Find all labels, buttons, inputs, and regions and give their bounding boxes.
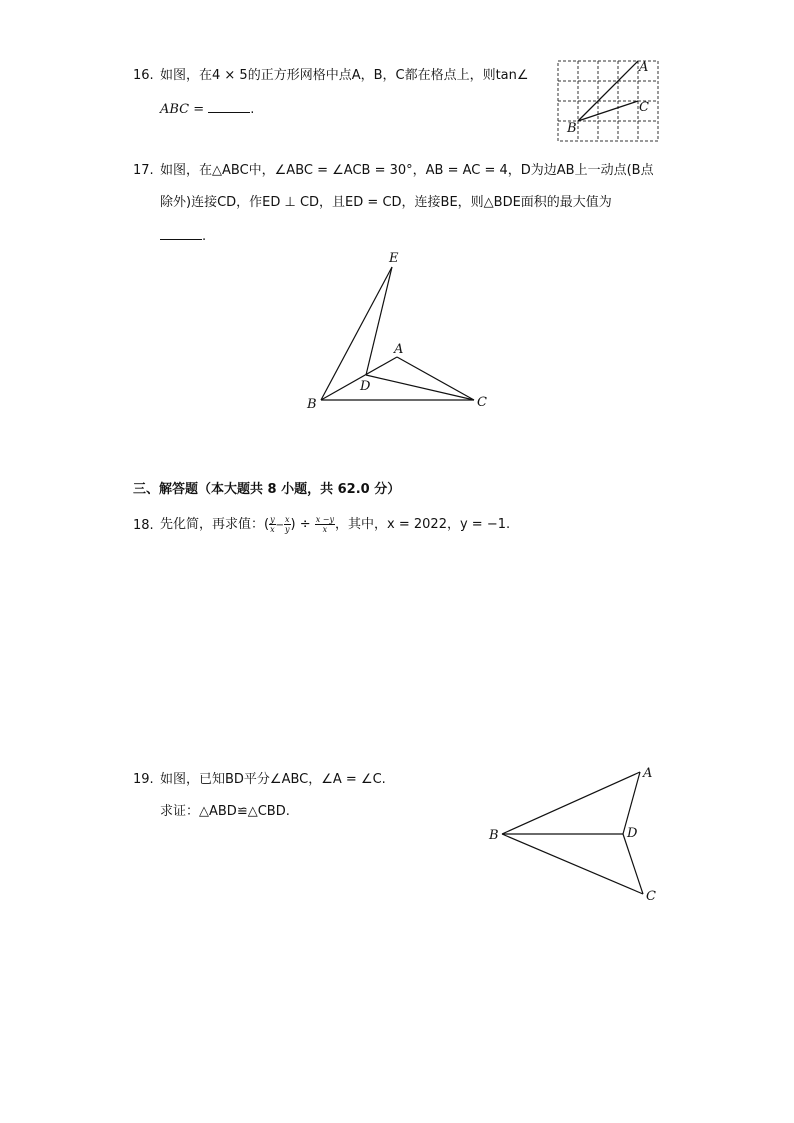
q18-number: 18. (133, 518, 154, 533)
q17-line3 (160, 227, 206, 245)
q16-segment-ba (578, 61, 638, 121)
q16-line1: 如图，在4 × 5的正方形网格中点A，B，C都在格点上，则tan∠ (160, 68, 529, 83)
q17-label-b: B (307, 397, 317, 412)
q17-line1: 如图，在△ABC中，∠ABC = ∠ACB = 30°，AB = AC = 4，D为边AB上一动点(B点 (160, 163, 654, 178)
section-3-title: 三、解答题（本大题共 8 小题，共 62.0 分） (133, 482, 401, 497)
q16-label-b: B (567, 121, 577, 136)
q17-label-a: A (394, 342, 404, 357)
q16-segment-bc (578, 101, 638, 121)
q18-fraction-y-over-x: $\frac{y}{x}$ (270, 515, 275, 534)
q18-fraction-x-over-y: $\frac{x}{y}$ (284, 515, 290, 534)
q19-label-c: C (646, 889, 656, 904)
q18-expression (160, 514, 510, 536)
q18-suffix: ，其中，x = 2022，y = −1. (335, 517, 511, 532)
q18-divide: ) ÷ (290, 517, 315, 532)
q16-number: 16. (133, 68, 154, 83)
q19-line1: 如图，已知BD平分∠ABC，∠A = ∠C. (160, 772, 386, 787)
q16-label-c: C (639, 100, 649, 115)
q17-answer-blank (160, 227, 202, 240)
q19-label-a: A (643, 766, 653, 781)
q17-label-e: E (389, 251, 399, 266)
q16-answer-blank (208, 100, 250, 113)
q17-line3-suffix: . (202, 229, 207, 244)
q17-label-d: D (360, 379, 371, 394)
q16-line2 (160, 100, 254, 118)
q17-label-c: C (477, 395, 487, 410)
q16-label-a: A (639, 60, 649, 75)
q19-label-d: D (627, 826, 638, 841)
q19-number: 19. (133, 772, 154, 787)
q17-triangle-figure (300, 245, 500, 415)
q16-line2-suffix: . (250, 102, 255, 117)
q19-label-b: B (489, 828, 499, 843)
q16-line2-prefix: ABC = (160, 102, 209, 117)
q19-line2: 求证：△ABD≌△CBD. (160, 804, 290, 819)
q18-fraction-xy-over-x: $\frac{x -y}{x}$ (315, 515, 335, 534)
q19-kite-figure (485, 762, 665, 907)
q17-line2: 除外)连接CD，作ED ⊥ CD，且ED = CD，连接BE，则△BDE面积的最大值为 (160, 195, 612, 210)
q18-prefix: 先化简，再求值：( (160, 517, 270, 532)
q18-minus: − (275, 520, 284, 531)
q17-number: 17. (133, 163, 154, 178)
q16-grid-figure (557, 60, 659, 142)
